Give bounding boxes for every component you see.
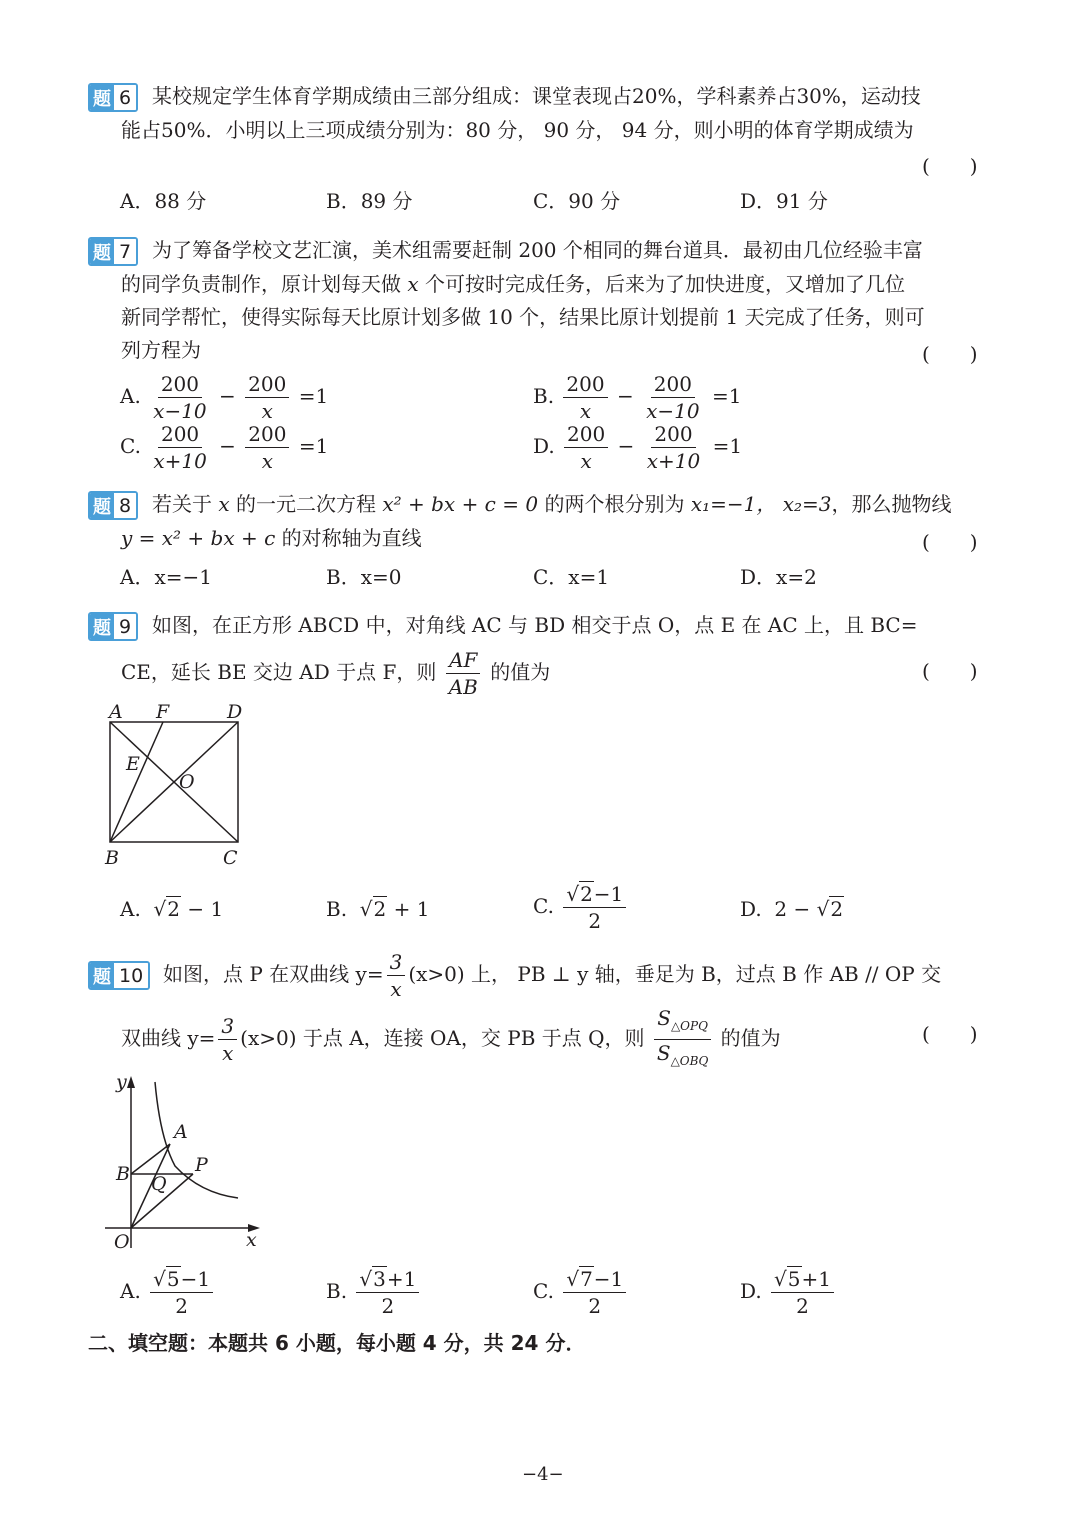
option-label: B. — [326, 897, 348, 921]
q9-option-c — [533, 882, 629, 933]
question-badge-7 — [88, 237, 138, 266]
badge-number: 6 — [114, 85, 136, 110]
label-e: E — [126, 753, 140, 775]
denominator — [654, 1040, 711, 1073]
numerator — [654, 1006, 711, 1040]
radicand: 2 — [830, 897, 844, 921]
var-x: x — [218, 492, 230, 516]
numerator: 200 — [564, 422, 608, 448]
fraction — [150, 372, 210, 423]
q9-option-d: D. 2 − √2 — [740, 897, 844, 921]
text: 若关于 — [152, 492, 212, 516]
text: (x>0) 于点 A，连接 OA，交 PB 于点 Q，则 — [240, 1026, 645, 1050]
q7-line4: 列方程为 — [121, 338, 201, 362]
option-label: C. — [533, 894, 554, 918]
option-label: C. — [120, 434, 141, 458]
denominator: x — [261, 449, 274, 473]
numerator: √5+1 — [771, 1267, 834, 1293]
area-ratio-fraction — [654, 1006, 711, 1073]
badge-number: 7 — [114, 239, 136, 264]
option-label: A. — [120, 897, 141, 921]
badge-label: 题 — [90, 239, 114, 264]
badge-label: 题 — [90, 963, 114, 988]
y-arrow — [127, 1076, 135, 1088]
option-label: A. — [120, 1279, 141, 1303]
q7-option-d — [533, 422, 742, 473]
fraction — [245, 372, 289, 423]
numerator: 3 — [218, 1014, 237, 1040]
text: − 1 — [181, 897, 224, 921]
hyperbola-curve — [155, 1082, 238, 1198]
rhs: =1 — [711, 384, 742, 408]
radicand: 2 — [373, 897, 387, 921]
equation: x² + bx + c = 0 — [382, 492, 539, 516]
text: 的一元二次方程 — [236, 492, 376, 516]
text: 的值为 — [720, 1026, 781, 1050]
denominator: x−10 — [646, 399, 700, 423]
text: 如图，点 P 在双曲线 y= — [163, 962, 384, 986]
roots: x₁=−1， x₂=3 — [690, 492, 832, 516]
badge-number: 10 — [114, 963, 148, 988]
q8-option-d: D．x=2 — [740, 565, 817, 589]
numerator: 200 — [563, 372, 607, 398]
q10-answer-paren: ( ) — [922, 1022, 978, 1046]
q9-line2 — [121, 648, 550, 699]
operator: − — [617, 434, 635, 458]
fraction — [356, 1267, 419, 1318]
numerator: 200 — [245, 372, 289, 398]
q6-option-d: D．91 分 — [740, 189, 828, 213]
fraction — [564, 422, 608, 473]
var-x: x — [407, 272, 419, 296]
q10-line2 — [121, 1006, 781, 1073]
subscript: △OBQ — [670, 1054, 709, 1068]
badge-label: 题 — [90, 493, 114, 518]
q6-option-c: C．90 分 — [533, 189, 621, 213]
denominator: x+10 — [153, 449, 207, 473]
text: −1 — [180, 1267, 211, 1291]
denominator: 2 — [588, 909, 602, 933]
radicand: 7 — [580, 1267, 593, 1291]
q6-line1: 某校规定学生体育学期成绩由三部分组成：课堂表现占20%，学科素养占30%，运动技 — [152, 84, 921, 108]
segment-ba — [131, 1144, 170, 1174]
q8-option-c: C．x=1 — [533, 565, 610, 589]
label-y: y — [116, 1071, 127, 1093]
denominator: x — [390, 977, 402, 1001]
page-number: −4− — [522, 1464, 564, 1485]
fraction — [150, 422, 210, 473]
q9-line1: 如图，在正方形 ABCD 中，对角线 AC 与 BD 相交于点 O，点 E 在 AC 上，且 BC= — [152, 613, 918, 637]
operator: − — [616, 384, 634, 408]
badge-label: 题 — [90, 85, 114, 110]
radicand: 5 — [166, 1267, 180, 1291]
s: S — [657, 1006, 671, 1030]
option-label: D. — [740, 1279, 762, 1303]
equation: y = x² + bx + c — [121, 526, 276, 550]
radicand: 2 — [167, 897, 181, 921]
text: +1 — [801, 1267, 832, 1291]
text: ，那么抛物线 — [831, 492, 952, 516]
q7-option-b — [533, 372, 741, 423]
q8-answer-paren: ( ) — [922, 530, 978, 554]
q10-option-d — [740, 1267, 837, 1318]
badge-label: 题 — [90, 614, 114, 639]
numerator: 200 — [158, 422, 202, 448]
radicand: 5 — [787, 1267, 801, 1291]
s: S — [656, 1041, 671, 1065]
q7-line2-b: 个可按时完成任务，后来为了加快进度，又增加了几位 — [425, 272, 905, 296]
q6-line2: 能占50%．小明以上三项成绩分别为：80 分， 90 分， 94 分，则小明的体育学期成绩为 — [121, 118, 914, 142]
question-badge-9 — [88, 612, 138, 641]
numerator: √2−1 — [563, 882, 626, 908]
q9-answer-paren: ( ) — [922, 659, 978, 683]
q6-option-a: A．88 分 — [120, 189, 207, 213]
label-c: C — [223, 847, 238, 869]
q6-option-b: B．89 分 — [326, 189, 413, 213]
text: 的两个根分别为 — [544, 492, 685, 516]
label-x: x — [246, 1229, 257, 1251]
q7-line3: 新同学帮忙，使得实际每天比原计划多做 10 个，结果比原计划提前 1 天完成了任务，则可 — [121, 305, 925, 329]
fraction — [643, 372, 703, 423]
numerator: √3+1 — [356, 1267, 419, 1293]
text: + 1 — [387, 897, 430, 921]
label-f: F — [156, 701, 170, 723]
text: 的对称轴为直线 — [281, 526, 422, 550]
denominator: 2 — [796, 1294, 809, 1318]
option-label: D. — [533, 434, 555, 458]
denominator: AB — [448, 675, 478, 699]
text: −1 — [593, 882, 624, 906]
text: 的值为 — [490, 660, 551, 684]
badge-number: 9 — [114, 614, 136, 639]
q7-answer-paren: ( ) — [922, 342, 978, 366]
denominator: x — [261, 399, 273, 423]
segment-bf — [110, 722, 163, 842]
text: CE，延长 BE 交边 AD 于点 F，则 — [121, 660, 437, 684]
fraction — [771, 1267, 834, 1318]
numerator: 200 — [651, 372, 695, 398]
q8-option-a: A．x=−1 — [120, 565, 212, 589]
option-label: B. — [326, 1279, 348, 1303]
radicand: 3 — [373, 1267, 386, 1291]
rhs: =1 — [298, 434, 329, 458]
numerator: 200 — [245, 422, 289, 448]
question-badge-6 — [88, 83, 138, 112]
q7-option-c — [120, 422, 328, 473]
label-o: O — [114, 1231, 130, 1253]
text: −1 — [593, 1267, 624, 1291]
hyperbola-diagram — [100, 1068, 270, 1258]
numerator: 3 — [387, 950, 406, 976]
q8-option-b: B．x=0 — [326, 565, 402, 589]
denominator: x — [580, 449, 592, 473]
label-a: A — [109, 701, 123, 723]
denominator: 2 — [175, 1294, 189, 1318]
square-diagram — [95, 696, 265, 876]
q9-option-b: B. √2 + 1 — [326, 897, 430, 921]
q10-line1 — [163, 950, 941, 1001]
q10-option-c — [533, 1267, 629, 1318]
option-label: A. — [120, 384, 141, 408]
text: (x>0) 上， PB ⊥ y 轴，垂足为 B，过点 B 作 AB // OP 交 — [408, 962, 942, 986]
q7-option-a — [120, 372, 328, 423]
option-label: D. — [740, 897, 762, 921]
numerator: √7−1 — [563, 1267, 626, 1293]
q7-line2 — [121, 270, 905, 298]
text: 2 − — [774, 897, 817, 921]
denominator: 2 — [588, 1294, 602, 1318]
fraction — [387, 950, 406, 1001]
label-o: O — [179, 771, 195, 793]
label-b: B — [105, 847, 119, 869]
q7-line1: 为了筹备学校文艺汇演，美术组需要赶制 200 个相同的舞台道具．最初由几位经验丰富 — [152, 238, 923, 262]
label-a: A — [174, 1121, 188, 1143]
fraction — [245, 422, 289, 473]
label-q: Q — [151, 1173, 167, 1195]
denominator: x+10 — [646, 449, 701, 473]
fraction — [150, 1267, 213, 1318]
q9-option-a: A. √2 − 1 — [120, 897, 224, 921]
numerator: 200 — [158, 372, 202, 398]
denominator: 2 — [381, 1294, 395, 1318]
label-d: D — [227, 701, 243, 723]
numerator: √5−1 — [150, 1267, 213, 1293]
numerator: 200 — [651, 422, 695, 448]
operator: − — [219, 434, 236, 458]
question-badge-8 — [88, 491, 138, 520]
fraction — [563, 882, 626, 933]
rhs: =1 — [712, 434, 743, 458]
numerator: AF — [446, 648, 480, 674]
q10-option-b — [326, 1267, 422, 1318]
denominator: x−10 — [153, 399, 207, 423]
text: +1 — [386, 1267, 417, 1291]
question-badge-10 — [88, 961, 150, 990]
fraction — [563, 1267, 626, 1318]
badge-number: 8 — [114, 493, 136, 518]
rhs: =1 — [298, 384, 329, 408]
q8-line2 — [121, 524, 422, 552]
q8-line1 — [152, 490, 952, 518]
radicand: 2 — [580, 882, 593, 906]
denominator: x — [222, 1041, 234, 1065]
text: 双曲线 y= — [121, 1026, 216, 1050]
option-label: B. — [533, 384, 555, 408]
fraction — [644, 422, 704, 473]
option-label: C. — [533, 1279, 554, 1303]
label-p: P — [195, 1154, 208, 1176]
subscript: △OPQ — [670, 1019, 708, 1033]
section-heading-fill-in: 二、填空题：本题共 6 小题，每小题 4 分，共 24 分． — [88, 1331, 586, 1355]
fraction — [218, 1014, 237, 1065]
label-b: B — [116, 1163, 130, 1185]
operator: − — [219, 384, 236, 408]
fraction — [446, 648, 481, 699]
denominator: x — [579, 399, 592, 423]
q10-option-a — [120, 1267, 216, 1318]
fraction — [563, 372, 607, 423]
q6-answer-paren: ( ) — [922, 154, 978, 178]
q7-line2-a: 的同学负责制作，原计划每天做 — [121, 272, 401, 296]
